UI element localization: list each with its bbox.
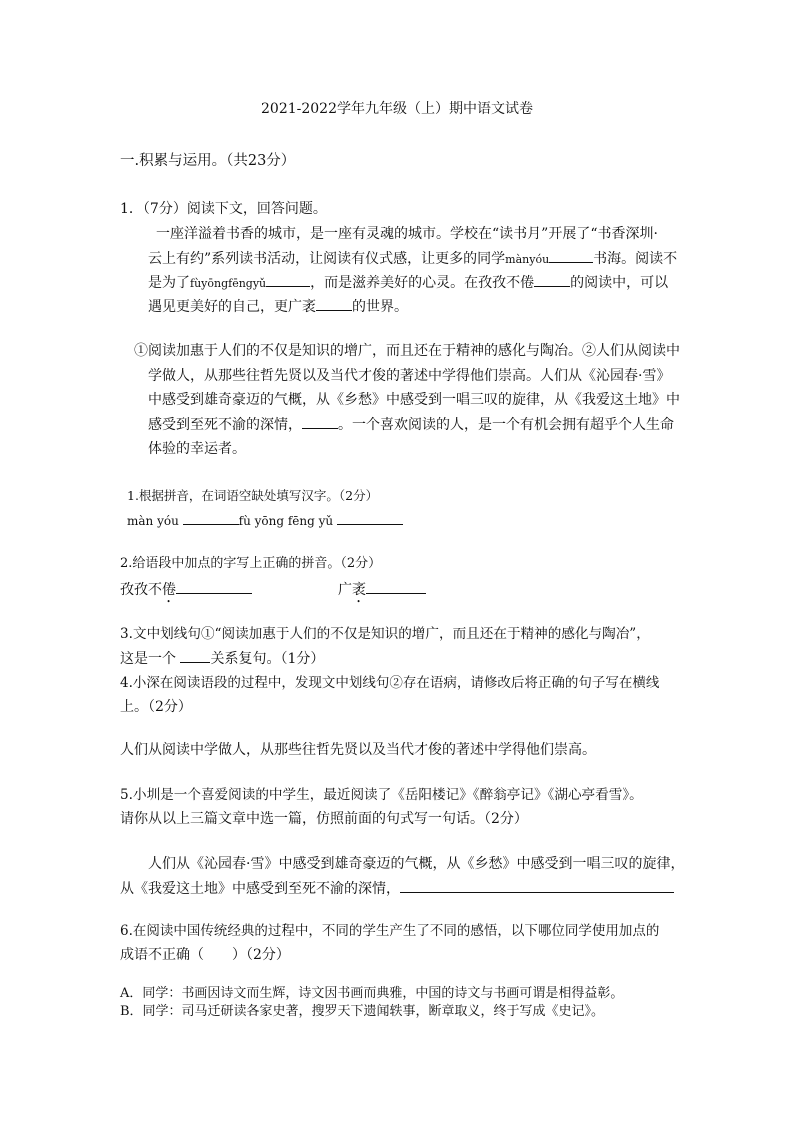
passage1-line2: 云上有约”系列读书活动，让阅读有仪式感，让更多的同学mànyóu 书海。阅读不 bbox=[148, 251, 678, 267]
question-1-heading: 1．（7分）阅读下文，回答问题。 bbox=[120, 201, 327, 217]
answer-blank-manyou[interactable] bbox=[183, 511, 239, 525]
pinyin-blank-juan[interactable] bbox=[176, 580, 252, 594]
sub-question-2: 2.给语段中加点的字写上正确的拼音。（2分） bbox=[120, 556, 382, 571]
passage2-line5: 体验的幸运者。 bbox=[148, 441, 246, 457]
sub5-model-line2: 从《我爱这土地》中感受到至死不渝的深情， bbox=[120, 879, 674, 898]
passage1-line4: 遇见更美好的自己，更广袤 的世界。 bbox=[148, 299, 408, 315]
pinyin-blank-mao[interactable] bbox=[366, 580, 426, 594]
sub-question-6-line1: 6.在阅读中国传统经典的过程中，不同的学生产生了不同的感悟，以下哪位同学使用加点的 bbox=[120, 923, 660, 939]
option-b: B．同学：司马迁研读各家史著，搜罗天下遗闻轶事，断章取义，终于写成《史记》。 bbox=[120, 1004, 605, 1019]
blank-imitation[interactable] bbox=[400, 879, 674, 893]
blank-guangmao[interactable] bbox=[316, 297, 352, 311]
sub4-answer-sentence: 人们从阅读中学做人，从那些往哲先贤以及当代才俊的著述中学得他们崇高。 bbox=[120, 742, 596, 758]
answer-blank-fuyong[interactable] bbox=[337, 511, 403, 525]
blank-sentence[interactable] bbox=[302, 415, 338, 429]
sub-question-5-line1: 5.小圳是一个喜爱阅读的中学生，最近阅读了《岳阳楼记》《醉翁亭记》《湖心亭看雪》。 bbox=[120, 787, 643, 803]
sub-question-4-line2: 上。（2分） bbox=[120, 699, 192, 715]
blank-manyou[interactable] bbox=[549, 249, 593, 263]
blank-zizi[interactable] bbox=[534, 273, 570, 287]
blank-fuyong[interactable] bbox=[266, 273, 310, 287]
sub1-pinyin-row: màn yóu fù yōng fēng yǔ bbox=[127, 511, 403, 530]
sub-question-3-line1: 3.文中划线句①“阅读加惠于人们的不仅是知识的增广，而且还在于精神的感化与陶冶”， bbox=[120, 626, 650, 642]
passage1-line3: 是为了fùyōngfēngyǔ ，而是滋养美好的心灵。在孜孜不倦 的阅读中，可以 bbox=[148, 275, 669, 291]
page-title: 2021-2022学年九年级（上）期中语文试卷 bbox=[261, 101, 533, 117]
blank-relation[interactable] bbox=[180, 649, 210, 663]
sub-question-4-line1: 4.小深在阅读语段的过程中，发现文中划线句②存在语病，请修改后将正确的句子写在横线 bbox=[120, 675, 660, 691]
sub-question-6-line2: 成语不正确（ ）（2分） bbox=[120, 947, 290, 963]
option-a: A．同学：书画因诗文而生辉，诗文因书画而典雅，中国的诗文与书画可谓是相得益彰。 bbox=[120, 986, 624, 1001]
section-heading: 一.积累与运用。（共23分） bbox=[120, 153, 296, 169]
sub2-word-2: 广袤 bbox=[338, 580, 426, 606]
passage1-line1: 一座洋溢着书香的城市，是一座有灵魂的城市。学校在“读书月”开展了“书香深圳· bbox=[156, 226, 658, 242]
sub5-model-line1: 人们从《沁园春·雪》中感受到雄奇豪迈的气概，从《乡愁》中感受到一唱三叹的旋律， bbox=[148, 856, 685, 872]
sub-question-3-line2: 这是一个 关系复句。（1分） bbox=[120, 651, 325, 667]
passage2-line4: 感受到至死不渝的深情， 。一个喜欢阅读的人，是一个有机会拥有超乎个人生命 bbox=[148, 417, 674, 433]
passage2-line3: 中感受到雄奇豪迈的气概，从《乡愁》中感受到一唱三叹的旋律，从《我爱这土地》中 bbox=[148, 392, 680, 408]
sub2-word-1: 孜孜不倦 bbox=[120, 580, 252, 606]
sub-question-5-line2: 请你从以上三篇文章中选一篇，仿照前面的句式写一句话。（2分） bbox=[120, 811, 528, 827]
passage2-line2: 学做人，从那些往哲先贤以及当代才俊的著述中学得他们崇高。人们从《沁园春·雪》 bbox=[148, 368, 671, 384]
sub-question-1: 1.根据拼音，在词语空缺处填写汉字。（2分） bbox=[127, 488, 379, 503]
passage2-line1: ①阅读加惠于人们的不仅是知识的增广，而且还在于精神的感化与陶冶。②人们从阅读中 bbox=[134, 343, 680, 359]
